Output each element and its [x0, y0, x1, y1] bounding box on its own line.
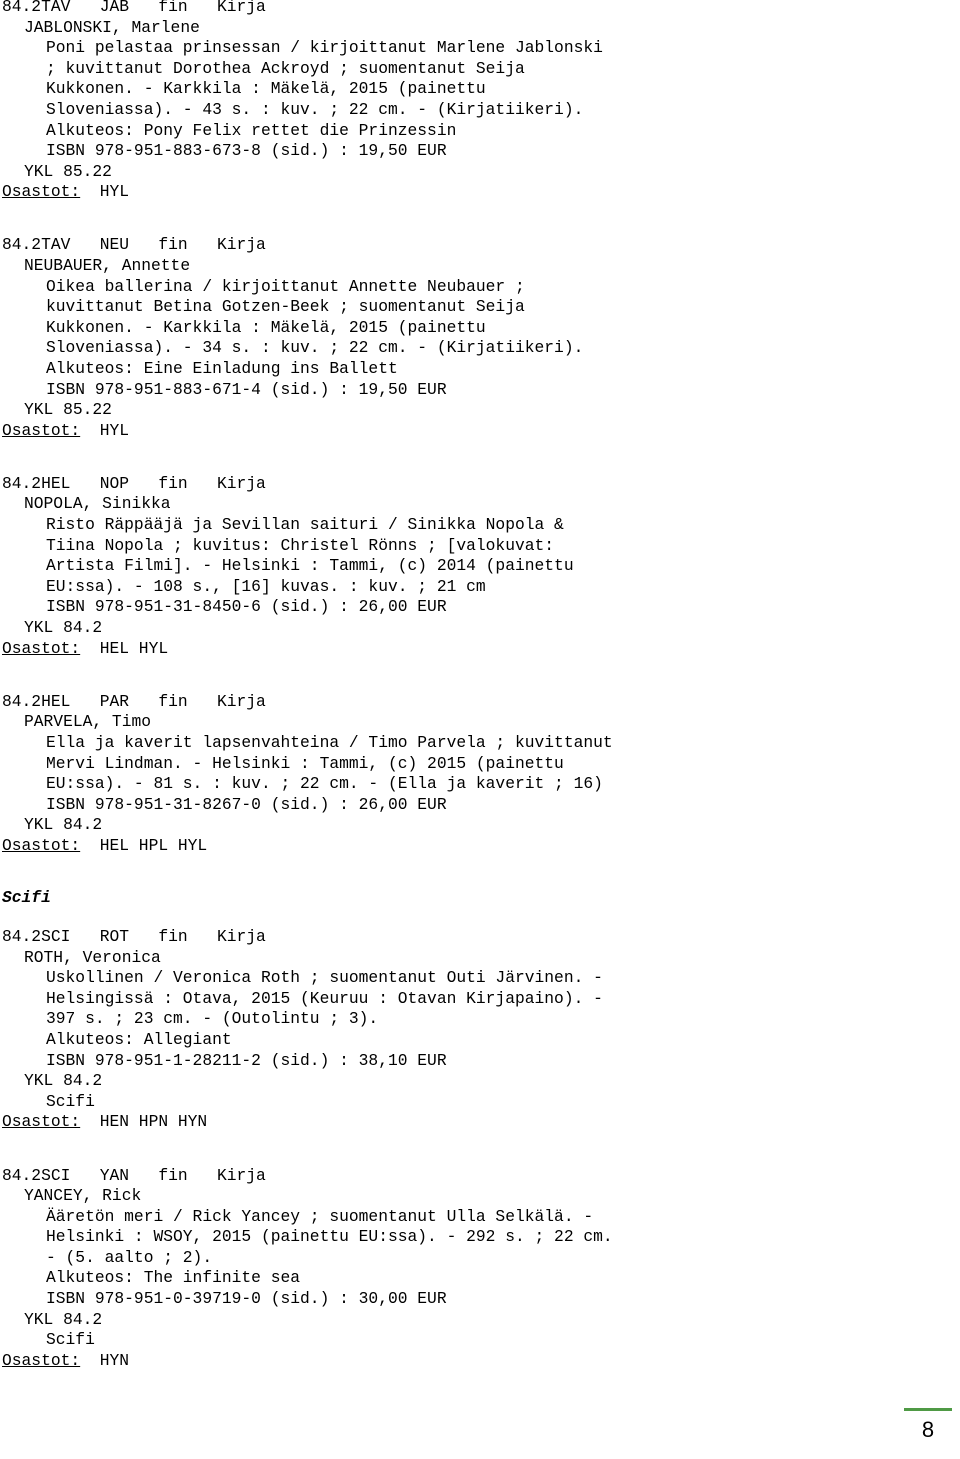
entry-osastot [2, 421, 952, 442]
catalog-entry [2, 235, 952, 441]
entry-line: Ella ja kaverit lapsenvahteina / Timo Parvela ; kuvittanut [46, 732, 613, 752]
page-number: 8 [904, 1408, 952, 1452]
entry-line: Alkuteos: Pony Felix rettet die Prinzessin [46, 120, 457, 140]
entry-line: Kukkonen. - Karkkila : Mäkelä, 2015 (painettu [46, 79, 486, 99]
catalog-entry [2, 1166, 952, 1372]
entry-ykl: YKL 85.22 [24, 400, 112, 420]
catalog-document [2, 0, 952, 1371]
catalog-entry [2, 692, 952, 857]
entry-line: Sloveniassa). - 43 s. : kuv. ; 22 cm. - (Kirjatiikeri). [46, 99, 584, 119]
entry-line: EU:ssa). - 108 s., [16] kuvas. : kuv. ; 21 cm [46, 576, 486, 596]
entry-author: NOPOLA, Sinikka [24, 494, 171, 514]
osastot-value: HYL [99, 182, 130, 202]
osastot-value: HYN [99, 1350, 130, 1370]
entry-header: 84.2HEL NOP fin Kirja [2, 473, 266, 493]
entry-line: Alkuteos: The infinite sea [46, 1268, 301, 1288]
catalog-entry [2, 927, 952, 1133]
entry-ykl: YKL 84.2 [24, 1071, 103, 1091]
entry-line: kuvittanut Betina Gotzen-Beek ; suomentanut Seija [46, 297, 525, 317]
entry-line: Uskollinen / Veronica Roth ; suomentanut Outi Järvinen. - [46, 968, 603, 988]
entry-osastot [2, 639, 952, 660]
entry-line: Ääretön meri / Rick Yancey ; suomentanut Ulla Selkälä. - [46, 1206, 594, 1226]
entry-osastot [2, 182, 952, 203]
entry-line: Oikea ballerina / kirjoittanut Annette Neubauer ; [46, 276, 525, 296]
entry-author: JABLONSKI, Marlene [24, 17, 200, 37]
entry-line: Alkuteos: Eine Einladung ins Ballett [46, 359, 398, 378]
entry-header: 84.2TAV NEU fin Kirja [2, 235, 266, 255]
osastot-label: Osastot: [2, 638, 81, 658]
entry-line: Alkuteos: Allegiant [46, 1030, 232, 1050]
entry-line: Sloveniassa). - 34 s. : kuv. ; 22 cm. - (Kirjatiikeri). [46, 338, 584, 358]
catalog-entry [2, 0, 952, 203]
osastot-value: HYL [99, 420, 130, 440]
entry-osastot [2, 836, 952, 857]
osastot-value: HEL HPL HYL [99, 835, 208, 855]
entry-header: 84.2HEL PAR fin Kirja [2, 691, 266, 711]
osastot-value: HEL HYL [99, 638, 169, 658]
entry-line: ISBN 978-951-0-39719-0 (sid.) : 30,00 EUR [46, 1289, 447, 1309]
entry-subject: Scifi [46, 1330, 95, 1350]
entry-line: Helsinki : WSOY, 2015 (painettu EU:ssa). - 292 s. ; 22 cm. [46, 1227, 613, 1247]
osastot-label: Osastot: [2, 420, 81, 440]
entry-line: Mervi Lindman. - Helsinki : Tammi, (c) 2015 (painettu [46, 753, 564, 773]
entry-osastot [2, 1351, 952, 1372]
entry-line: Tiina Nopola ; kuvitus: Christel Rönns ; [valokuvat: [46, 535, 555, 555]
entry-header: 84.2SCI YAN fin Kirja [2, 1165, 266, 1185]
entry-line: ISBN 978-951-31-8267-0 (sid.) : 26,00 EUR [46, 794, 447, 814]
entry-line: 397 s. ; 23 cm. - (Outolintu ; 3). [46, 1009, 379, 1029]
entry-line: Helsingissä : Otava, 2015 (Keuruu : Otavan Kirjapaino). - [46, 988, 603, 1008]
entry-line: ISBN 978-951-1-28211-2 (sid.) : 38,10 EUR [46, 1050, 447, 1070]
osastot-label: Osastot: [2, 1112, 81, 1132]
entry-line: ISBN 978-951-31-8450-6 (sid.) : 26,00 EUR [46, 597, 447, 617]
entry-line: ISBN 978-951-883-673-8 (sid.) : 19,50 EUR [46, 141, 447, 161]
osastot-label: Osastot: [2, 835, 81, 855]
entry-osastot [2, 1112, 952, 1133]
entry-author: YANCEY, Rick [24, 1186, 142, 1206]
osastot-label: Osastot: [2, 182, 81, 202]
entry-line: EU:ssa). - 81 s. : kuv. ; 22 cm. - (Ella ja kaverit ; 16) [46, 774, 603, 794]
entry-line: ; kuvittanut Dorothea Ackroyd ; suomentanut Seija [46, 58, 525, 78]
entry-author: NEUBAUER, Annette [24, 256, 191, 276]
catalog-entry [2, 474, 952, 659]
osastot-value: HEN HPN HYN [99, 1112, 208, 1132]
entry-ykl: YKL 84.2 [24, 1309, 103, 1329]
entry-subject: Scifi [46, 1091, 95, 1111]
entry-line: ISBN 978-951-883-671-4 (sid.) : 19,50 EUR [46, 379, 447, 399]
entry-line: - (5. aalto ; 2). [46, 1247, 213, 1267]
entry-line: Poni pelastaa prinsessan / kirjoittanut Marlene Jablonski [46, 38, 603, 58]
entry-header: 84.2SCI ROT fin Kirja [2, 927, 266, 947]
entry-ykl: YKL 84.2 [24, 618, 103, 638]
entry-author: PARVELA, Timo [24, 712, 152, 732]
section-heading: Scifi [2, 888, 51, 908]
entry-line: Risto Räppääjä ja Sevillan saituri / Sinikka Nopola & [46, 515, 564, 535]
osastot-label: Osastot: [2, 1350, 81, 1370]
entry-line: Kukkonen. - Karkkila : Mäkelä, 2015 (painettu [46, 317, 486, 337]
entry-ykl: YKL 85.22 [24, 161, 112, 181]
entry-line: Artista Filmi]. - Helsinki : Tammi, (c) 2014 (painettu [46, 556, 574, 576]
entry-author: ROTH, Veronica [24, 947, 161, 967]
entry-ykl: YKL 84.2 [24, 815, 103, 835]
entry-header: 84.2TAV JAB fin Kirja [2, 0, 266, 16]
